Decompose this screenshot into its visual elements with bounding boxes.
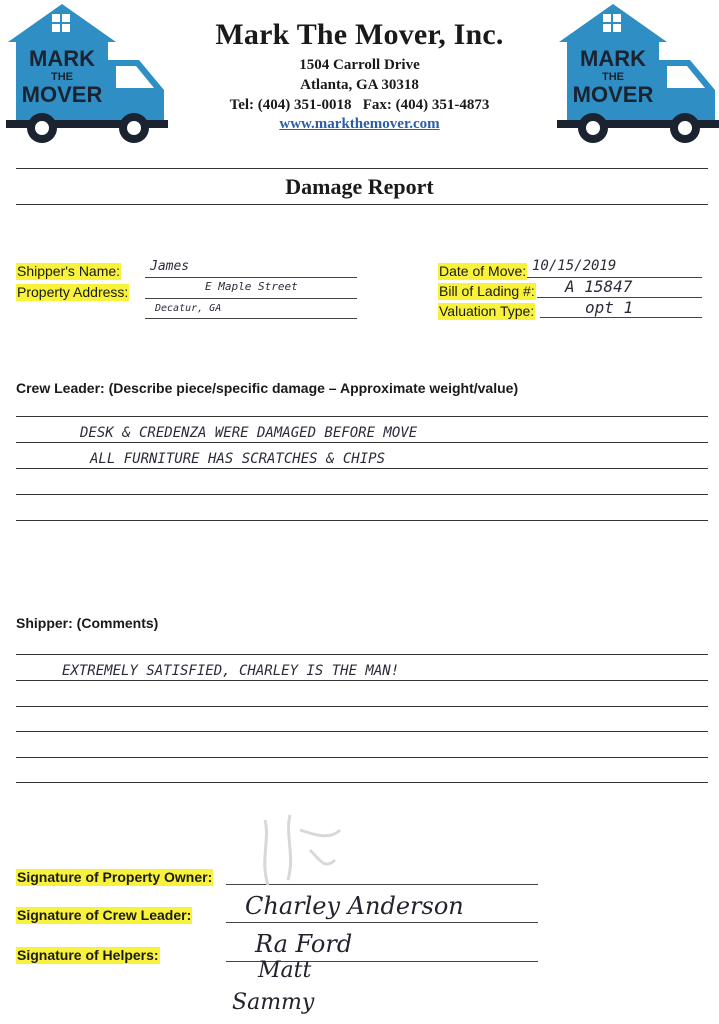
bill-of-lading-value[interactable]: A 15847 [565,277,633,296]
crew-damage-note-1[interactable]: DESK & CREDENZA WERE DAMAGED BEFORE MOVE [80,425,418,441]
helpers-signature-label: Signature of Helpers: [17,947,159,963]
helper-signature-1[interactable]: Ra Ford [255,930,353,958]
svg-text:THE: THE [602,71,624,83]
date-of-move-value[interactable]: 10/15/2019 [532,258,617,274]
address-value-1[interactable]: E Maple Street [205,280,298,293]
crew-signature-line [226,922,538,923]
svg-text:MARK: MARK [29,46,95,71]
address-line-2 [145,318,357,319]
comment-line-5 [16,757,708,758]
comment-line-1 [16,654,708,655]
valuation-type-label: Valuation Type: [439,303,535,319]
crew-damage-note-2[interactable]: ALL FURNITURE HAS SCRATCHES & CHIPS [90,451,386,467]
header-divider-top [16,168,708,169]
shipper-comments-label: Shipper: (Comments) [16,615,159,631]
report-title: Damage Report [285,174,434,199]
svg-text:MARK: MARK [580,46,646,71]
company-street: 1504 Carroll Drive [299,57,420,73]
company-website-wrap [0,116,719,133]
header-divider-bottom [16,204,708,205]
address-line-1 [145,298,357,299]
comment-line-6 [16,782,708,783]
svg-text:THE: THE [51,71,73,83]
address-value-2[interactable]: Decatur, GA [155,303,222,314]
shipper-comment-1[interactable]: EXTREMELY SATISFIED, CHARLEY IS THE MAN! [62,663,400,679]
comment-line-3 [16,706,708,707]
svg-text:MOVER: MOVER [21,82,103,107]
crew-line-5 [16,520,708,521]
shipper-name-line [145,277,357,278]
crew-leader-signature[interactable]: Charley Anderson [245,892,464,920]
owner-signature-label: Signature of Property Owner: [17,869,213,885]
valuation-type-value[interactable]: opt 1 [585,298,634,317]
owner-signature-redacted [240,800,350,890]
company-city: Atlanta, GA 30318 [300,77,419,93]
svg-text:MOVER: MOVER [572,82,654,107]
bill-of-lading-label: Bill of Lading #: [439,283,535,299]
company-phone-fax: Tel: (404) 351-0018 Fax: (404) 351-4873 [229,97,490,113]
comment-line-2 [16,680,708,681]
helper-signature-2[interactable]: Matt [258,958,312,983]
crew-line-3 [16,468,708,469]
shipper-name-value[interactable]: James [150,259,190,274]
crew-line-4 [16,494,708,495]
valuation-line [540,317,702,318]
comment-line-4 [16,731,708,732]
shipper-name-label: Shipper's Name: [17,263,121,279]
company-website-link[interactable]: www.markthemover.com [279,116,440,132]
crew-line-1 [16,416,708,417]
company-name: Mark The Mover, Inc. [215,18,504,51]
crew-signature-label: Signature of Crew Leader: [17,907,192,923]
crew-leader-label: Crew Leader: (Describe piece/specific damage – Approximate weight/value) [16,380,519,396]
date-of-move-label: Date of Move: [439,263,527,279]
helper-signature-3[interactable]: Sammy [232,990,315,1015]
property-address-label: Property Address: [17,284,129,300]
crew-line-2 [16,442,708,443]
